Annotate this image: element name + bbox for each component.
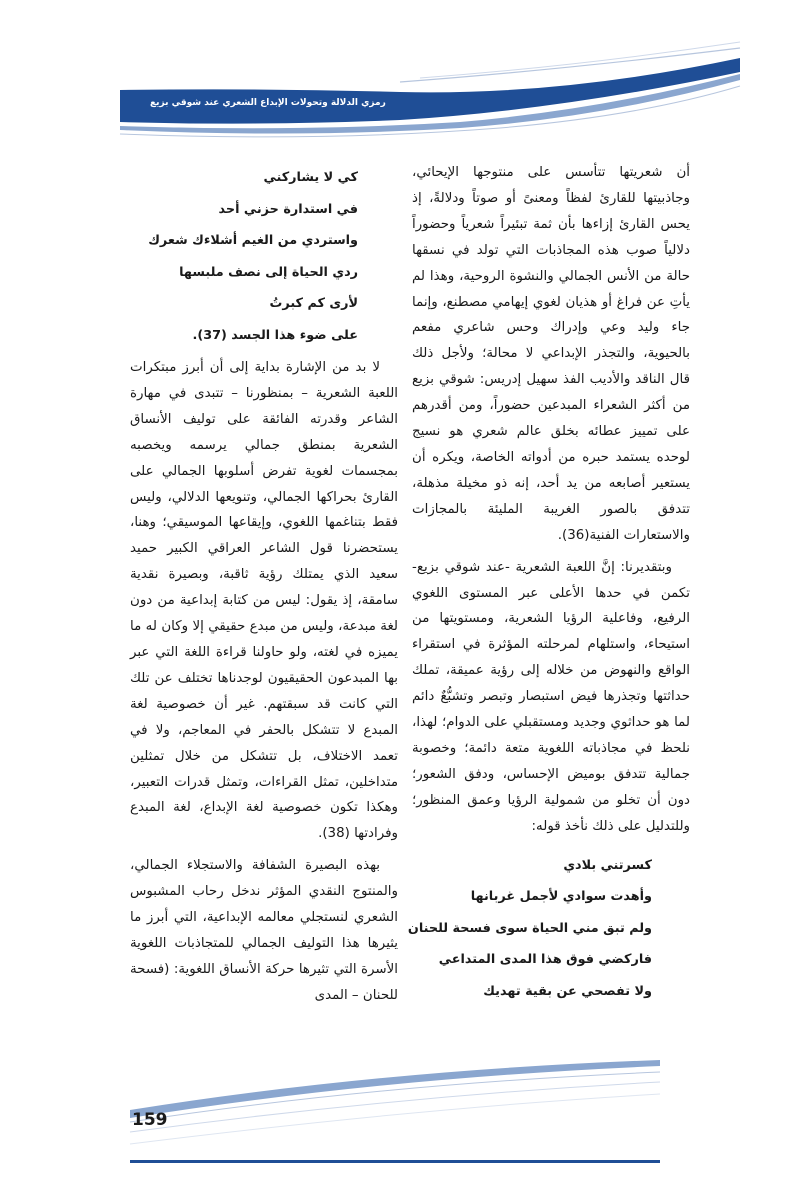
footer-band: [0, 1060, 803, 1193]
verse-line: ردي الحياة إلى نصف ملبسها: [179, 264, 358, 280]
left-column: [130, 158, 398, 1015]
paragraph: بهذه البصيرة الشفافة والاستجلاء الجمالي، والمنتوج النقدي المؤثر ندخل رحاب المشبوس الشعري لنستجلي معالمه الإبداعية، التي أبرز ما يثيرها هذا التوليف الجمالي للمتجاذبات اللغوية الأسرة التي تثيرها حركة الأنساق اللغوية: (فسحة للحنان – المدى: [130, 858, 398, 1003]
verse-block: [407, 850, 652, 1008]
right-column: [407, 160, 690, 1007]
verse-line: في استدارة حزني أحد: [218, 201, 358, 217]
paragraph: وبتقديرنا: إنَّ اللعبة الشعرية -عند شوقي بزيع- تكمن في حدها الأعلى عبر المستوى اللغوي الرفيع، وفاعلية الرؤيا الشعرية، ومستويتها من استيحاء، واستلهام لمرحلته المؤثرة في استقراء الواقع والنهوض من خلاله إلى رؤية عميقة، تملك حداثتها وتجذرها فيض استبصار وتبصر وتشبُّعٌ دائم لما هو حداثوي وجديد ومستقبلي على الدوام؛ لهذا، نلحظ في مجاذباته اللغوية متعة دائمة؛ وخصوبة جمالية تتدفق بوميض الإحساس، ودفق الشعور؛ دون أن تخلو من شمولية الرؤيا وعمق المنظور؛ وللتدليل على ذلك نأخذ قوله:: [412, 559, 690, 834]
running-title: رمزي الدلالة وتحولات الإبداع الشعري عند شوقي بزيع: [150, 98, 386, 108]
verse-line: ولم تبق مني الحياة سوى فسحة للحنان: [407, 920, 652, 936]
verse-line: ولا تفصحي عن بقية تهديك: [483, 983, 652, 999]
page-number: 159: [132, 1110, 168, 1130]
header-band: [0, 0, 803, 150]
verse-block: [130, 162, 358, 351]
verse-line: واستردي من الغيم أشلاءك شعرك: [148, 233, 358, 248]
verse-line: فاركضي فوق هذا المدى المتداعي: [438, 952, 652, 968]
verse-line: على ضوء هذا الجسد (37).: [192, 327, 358, 343]
verse-line: لأرى كم كبرتُ: [269, 296, 358, 311]
verse-line: وأهدت سوادي لأجمل غربانها: [470, 889, 652, 905]
paragraph: أن شعريتها تتأسس على منتوجها الإيحائي، وجاذبيتها للقارئ لفظاً ومعنىً أو صوتاً ودلالةً، إذ يحس القارئ إزاءها بأن ثمة تبئيراً شعرياً وحضوراً دلالياً صوب هذه المجاذبات التي تولد في نسقها حالة من الأنس الجمالي والنشوة الروحية، وهذا لم يأتِ عن فراغ أو هذيان لغوي إيهامي مصطنع، وإنما جاء وليد وعي وإدراك وحس شاعري مفعم بالحيوية، والتجذر الإبداعي لا محالة؛ ولأجل ذلك قال الناقد والأديب الفذ سهيل إدريس: شوقي بزيع من أكثر الشعراء المبدعين حضوراً، ومن أقدرهم على تمييز عطائه بخلق عالم شعري هو نسيج لوحده يستمد حبره من أدواته الخاصة، ويكره أن يستعير أصابعه من يد أحد، إنه ذو مخيلة مذهلة، تتدفق بالصور الغريبة المليئة بالمجازات والاستعارات الفنية(36).: [412, 165, 690, 543]
paragraph: لا بد من الإشارة بداية إلى أن أبرز مبتكرات اللعبة الشعرية – بمنظورنا – تتبدى في مهارة الشاعر وقدرته الفائقة على توليف الأنساق الشعرية بمنطق جمالي يرسمه ويخصبه بمجسمات لغوية تفرض أسلوبها الجمالي على القارئ بحراكها الجمالي، وتنويعها الدلالي، وليس فقط بتناغمها اللغوي، وإيقاعها الموسيقي؛ وهنا، يستحضرنا قول الشاعر العراقي الكبير حميد سعيد الذي يمتلك رؤية ثاقبة، وبصيرة نقدية سامقة، إذ يقول: ليس من كتابة إبداعية من دون لغة مبدعة، وليس من مبدع حقيقي إلا وكان له ما يميزه في لغته، ولو حاولنا قراءة اللغة التي عبر بها المبدعون الحقيقيون لوجدناها تختلف عن تلك التي كانت قد سبقتهم. غير أن خصوصية لغة المبدع لا تتشكل بالحفر في المعاجم، ولا في تعمد الاختلاف، بل تتشكل من خلال تمثلين متداخلين، تمثل القراءات، وتمثل قدرات التعبير، وهكذا تكون خصوصية لغة الإبداع، لغة المبدع وفرادتها (38).: [130, 360, 398, 842]
verse-line: كي لا يشاركني: [263, 170, 358, 185]
verse-line: كسرتني بلادي: [563, 857, 652, 873]
